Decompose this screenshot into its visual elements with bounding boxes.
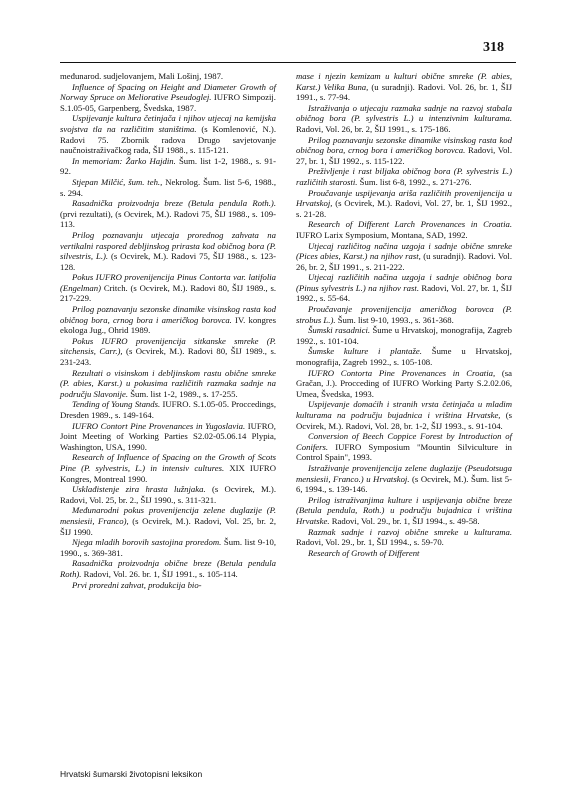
bibliography-entry [296,495,512,527]
entry-title: Uspijevanje domaćih i stranih vrsta četinjača u mladim kulturama na području bujadnica i vriština Hrvatske, [296,399,512,420]
entry-details: Šum. list 1-2, 1989., s. 17-255. [128,388,238,399]
entry-title: mase i njezin kemizam u kulturi obične smreke (P. abies, Karst.) Velika Buna, [296,71,512,92]
bibliography-entry [296,166,512,187]
entry-details: IUFRO Larix Symposium, Montana, SAD, 1992. [296,229,468,240]
entry-details: Radovi, Vol. 29., br. 1, ŠIJ 1994., s. 49-58. [329,515,480,526]
bibliography-entry [60,156,276,177]
entry-title: Usklađistenje zira hrasta lužnjaka. [72,484,206,495]
entry-title: In memoriam: Žarko Hajdin. [72,155,176,166]
bibliography-entry [60,537,276,558]
entry-title: Preživljenje i rast biljaka običnog bora (P. sylvestris L.) različitih starosti. [296,166,512,187]
entry-title: Šumske kulture i plantaže. [308,346,422,357]
entry-title: Pokus IUFRO provenijencija sitkanske smreke (P. sitchensis, Carr.), [60,335,276,357]
entry-title: Pokus IUFRO provenijencija Pinus Contorta var. latifolia (Engelman) [60,272,276,293]
entry-title: Prilog poznavanju utjecaja prorednog zahvata na vertikalni raspored debljinskog prirasta kod običnog bora (P. silvestris, L.). [60,229,276,262]
entry-title: Tending of Young Stands. [72,399,161,410]
bibliography-entry [296,272,512,304]
entry-details: Radovi, Vol. 27, br. 1, ŠIJ 1992., s. 55-64. [296,282,512,304]
bibliography-entry [296,431,512,463]
bibliography-entry [60,399,276,420]
entry-title: Prilog poznavanju sezonske dinamike visinskog rasta kod običnog bora, crnog bora i američkog borovca. [296,134,512,156]
bibliography-entry [60,71,276,82]
entry-details: Radovi, Vol. 29., br. 1, ŠIJ 1994., s. 59-70. [296,537,444,548]
entry-title: Proučavanje provenijencija američkog borovca (P. strobus L.). [296,304,512,325]
entry-title: Rezultati o visinskom i debljinskom rastu obične smreke (P. abies, Karst.) u pokusima različitih razmaka sadnje na području Slavonije. [60,367,276,399]
bibliography-entry [60,580,276,591]
entry-title: Rasadnička proizvodnja breze (Betula pendula Roth.). [72,198,276,209]
bibliography-entry [60,484,276,505]
entry-title: IUFRO Contort Pine Provenances in Yugoslavia. [72,420,246,431]
entry-details: XIX IUFRO Kongres, Montreal 1990. [60,462,277,484]
entry-details: Šum. list 6-8, 1992., s. 271-276. [357,176,472,187]
entry-details: Šum. list 1-2, 1988., s. 91-92. [60,155,276,177]
footer-title: Hrvatski šumarski životopisni leksikon [60,769,203,779]
entry-title: Research of Growth of Different [308,547,420,558]
entry-details: (s Ocvirek, M.). Radovi 75, ŠIJ 1988., s. 123-128. [60,251,276,272]
entry-details: (u suradnji). Radovi. Vol. 26, br. 1, ŠIJ 1991., s. 77-94. [296,81,512,103]
bibliography-entry [296,304,512,325]
entry-details: IUFRO Symposium "Mountin Silviculture in Control Spain", 1993. [296,441,512,463]
bibliography-entry [296,219,512,240]
entry-title: Proučavanje uspijevanja ariša različitih provenijencija u Hrvatskoj, [296,187,512,209]
entry-title: Prilog poznavanju sezonske dinamike visinskog rasta kod običnog bora, crnog bora i američkog borovca. [60,304,276,325]
entry-title: Šumski rasadnici. [308,325,371,336]
entry-title: Istraživanje provenijencija zelene duglazije (Pseudotsuga mensiesii, Franco.) u Hrvatskoj. [296,462,512,484]
bibliography-entry [296,188,512,220]
bibliography-entry [60,368,276,400]
entry-title: Prvi proredni zahvat, produkcija bio- [72,579,202,590]
bibliography-entry [296,368,512,400]
entry-title: Conversion of Beech Coppice Forest by Introduction of Conifers. [296,431,512,452]
bibliography-entry [296,346,512,367]
entry-title: Uspijevanje kultura četinjača i njihov utjecaj na kemijska svojstva tla na različitim staništima. [60,113,276,134]
bibliography-entry [296,463,512,495]
bibliography-entry [60,230,276,272]
bibliography-entry [296,399,512,431]
bibliography-entry [60,304,276,336]
entry-title: Njega mladih borovih sastojina proredom. [72,537,222,548]
bibliography-entry [60,558,276,579]
bibliography-entry [60,198,276,230]
entry-title: Istraživanja o utjecaju razmaka sadnje na razvoj stabala običnog bora (P. sylvestris L.) u intenzivnim kulturama. [296,102,512,124]
entry-details: međunarod. sudjelovanjem, Mali Lošinj, 1987. [60,71,224,81]
entry-details: Radovi, Vol. 27, br. 1, ŠIJ 1992., s. 115-122. [296,145,512,166]
left-column [60,71,276,590]
bibliography-entry [60,82,276,114]
page-number: 318 [483,40,504,55]
bibliography-entry [296,135,512,167]
entry-details: (u suradnji). Radovi. Vol. 26, br. 2, ŠIJ 1991., s. 211-222. [296,251,513,272]
entry-details: (sa Gračan, J.). Procceding of IUFRO Working Party S.2.02.06, Umea, Švedska, 1993. [296,367,512,399]
entry-title: Research of Influence of Spacing on the Growth of Scots Pine (P. sylvestris, L.) in intensiv cultures. [60,452,276,473]
entry-details: (s Ocvirek, M.). Radovi 80, ŠIJ 1989., s. 231-243. [60,346,276,368]
bibliography-entry [60,452,276,484]
entry-title: Razmak sadnje i razvoj obične smreke u kulturama. [308,526,512,537]
entry-title: IUFRO Contorta Pine Provenances in Croatia, [308,367,496,378]
right-column [296,71,512,558]
header-rule [60,62,516,63]
entry-title: Stjepan Milčić, šum. teh., [72,176,163,187]
entry-details: (s Ocvirek, M.). Radovi, Vol. 28, br. 1-2, ŠIJ 1993., s. 91-104. [296,410,512,431]
entry-details: (s Ocvirek, M.). Šum. list 5-6, 1994., s. 139-146. [296,473,512,495]
entry-title: Utjecaj različitih načina uzgoja i sadnje običnog bora (Pinus sylvestris L.) na njihov rast. [296,272,512,293]
entry-details: IV. kongres ekologa Jug., Ohrid 1989. [60,314,276,336]
bibliography-entry [60,177,276,198]
entry-title: Prilog istraživanjima kulture i uspijevanja obične breze (Betula pendula, Roth.) u području bujadnica i vriština Hrvatske. [296,494,512,526]
entry-details: (prvi rezultati), (s Ocvirek, M.). Radovi 75, ŠIJ 1988., s. 109-113. [60,208,276,230]
entry-details: Šume u Hrvatskoj, monografija, Zagreb 1992., s. 105-108. [296,346,512,368]
bibliography-entry [296,103,512,135]
entry-details: Critch. (s Ocvirek, M.). Radovi 80, ŠIJ 1989., s. 217-229. [60,282,276,304]
entry-details: (s Komlenović, N.). Radovi 75. Zbornik radova Drugo savjetovanje naučnoistraživačkog rada, ŠIJ 1988., s. 115-121. [60,123,276,156]
entry-details: IUFRO. S.1.05-05. Proccedings, Dresden 1989., s. 149-164. [60,399,276,420]
bibliography-entry [296,241,512,273]
entry-details: (s Ocvirek, M.). Radovi, Vol. 25, br. 2, ŠIJ 1990. [60,515,276,537]
entry-details: IUFRO, Joint Meeting of Working Parties S2.02-05.06.14 Plypia, Washington, USA, 1990. [60,420,276,452]
bibliography-entry [60,336,276,368]
entry-title: Utjecaj različitog načina uzgoja i sadnje obične smreke (Pices abies, Karst.) na njihov rast, [296,240,512,262]
entry-details: Radovi, Vol. 26, br. 2, ŠIJ 1991., s. 175-186. [296,123,451,134]
bibliography-entry [60,113,276,155]
bibliography-entry [60,505,276,537]
entry-details: Šum. list 9-10, 1990., s. 369-381. [60,537,276,558]
entry-details: Šume u Hrvatskoj, monografija, Zagreb 1992., s. 101-104. [296,325,513,346]
entry-title: Rasadnička proizvodnja obične breze (Betula pendula Roth). [60,558,276,579]
entry-details: Nekrolog. Šum. list 5-6, 1988., s. 294. [60,176,276,198]
entry-details: (s Ocvirek, M.). Radovi, Vol. 25, br. 2., ŠIJ 1990., s. 311-321. [60,484,276,505]
bibliography-entry [296,325,512,346]
entry-title: Research of Different Larch Provenances in Croatia. [308,219,512,230]
entry-details: (s Ocvirek, M.). Radovi, Vol. 27, br. 1, ŠIJ 1992., s. 21-28. [296,198,512,219]
bibliography-entry [296,71,512,103]
entry-title: Influence of Spacing on Height and Diameter Growth of Norway Spruce on Meliorative Pseudoglej. [60,81,276,103]
entry-details: Radovi, Vol. 26. br. 1, ŠIJ 1991., s. 105-114. [81,568,238,579]
entry-details: Šum. list 9-10, 1993., s. 361-368. [335,314,454,325]
bibliography-entry [60,272,276,304]
entry-details: IUFRO Simpozij. S.1.05-05, Garpenberg, Švedska, 1987. [60,92,276,113]
bibliography-entry [296,548,512,559]
bibliography-entry [296,527,512,548]
entry-title: Međunarodni pokus provenijencija zelene duglazije (P. mensiesii, Franco), [60,505,276,526]
bibliography-entry [60,421,276,453]
